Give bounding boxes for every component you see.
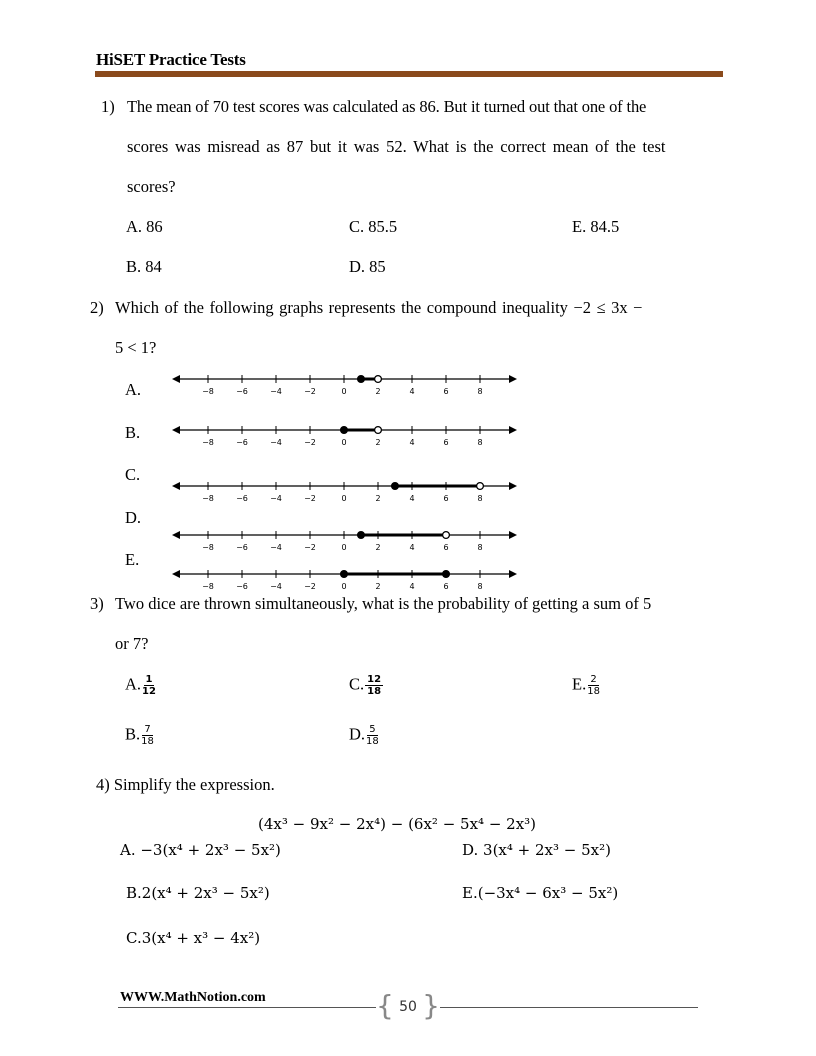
- q1-line-2: scores was misread as 87 but it was 52. What is the correct mean of the test: [127, 137, 666, 156]
- q3-option-a-label: A.: [125, 674, 142, 694]
- tick-label: −2: [304, 387, 316, 396]
- number-line-a: [172, 375, 517, 396]
- q3-option-e-numerator: 2: [590, 674, 597, 685]
- q2-line-1: Which of the following graphs represents the compound inequality −2 ≤ 3x −: [115, 298, 643, 317]
- closed-endpoint: [392, 483, 399, 490]
- tick-label: −2: [304, 543, 316, 552]
- right-arrow-icon: [509, 570, 517, 578]
- q1-option-a[interactable]: A. 86: [126, 217, 163, 236]
- tick-label: 6: [443, 494, 449, 503]
- q1-option-c[interactable]: C. 85.5: [349, 217, 398, 236]
- tick-label: 8: [477, 387, 483, 396]
- q3-option-e-fraction: [587, 674, 600, 697]
- tick-label: 8: [477, 438, 483, 447]
- q4-prompt: 4) Simplify the expression.: [96, 775, 275, 794]
- q3-option-b-fraction: [141, 724, 154, 747]
- right-arrow-icon: [509, 426, 517, 434]
- open-endpoint: [443, 532, 450, 539]
- left-brace-icon: {: [376, 989, 394, 1022]
- left-arrow-icon: [172, 531, 180, 539]
- q3-option-d-numerator: 5: [369, 724, 376, 735]
- closed-endpoint: [358, 532, 365, 539]
- tick-label: −8: [202, 543, 214, 552]
- tick-label: −4: [270, 387, 282, 396]
- q3-option-c-fraction: [365, 674, 383, 697]
- q3-option-c-denominator: 18: [367, 686, 382, 697]
- tick-label: −8: [202, 582, 214, 591]
- open-endpoint: [375, 427, 382, 434]
- q1-line-3: scores?: [127, 177, 176, 196]
- q4-option-d[interactable]: D. 3(x⁴ + 2x³ − 5x²): [462, 841, 611, 859]
- left-arrow-icon: [172, 375, 180, 383]
- q3-line-2: or 7?: [115, 634, 149, 653]
- right-arrow-icon: [509, 482, 517, 490]
- q3-option-a-numerator: 1: [145, 674, 153, 685]
- tick-label: 8: [477, 543, 483, 552]
- right-arrow-icon: [509, 375, 517, 383]
- q3-option-d[interactable]: [349, 724, 379, 747]
- tick-label: 2: [375, 582, 381, 591]
- tick-label: 0: [341, 543, 347, 552]
- closed-endpoint: [341, 427, 348, 434]
- closed-endpoint: [358, 376, 365, 383]
- q3-option-b-numerator: 7: [144, 724, 151, 735]
- tick-label: 6: [443, 387, 449, 396]
- right-arrow-icon: [509, 531, 517, 539]
- q2-option-e[interactable]: E.: [125, 550, 140, 569]
- tick-label: −4: [270, 582, 282, 591]
- tick-label: −8: [202, 438, 214, 447]
- tick-label: 6: [443, 543, 449, 552]
- q3-option-e[interactable]: [572, 674, 600, 697]
- number-line-b: [172, 426, 517, 447]
- left-arrow-icon: [172, 426, 180, 434]
- closed-endpoint: [341, 571, 348, 578]
- tick-label: 6: [443, 438, 449, 447]
- right-brace-icon: }: [422, 989, 440, 1022]
- tick-label: 4: [409, 438, 415, 447]
- tick-label: 2: [375, 438, 381, 447]
- q4-option-b[interactable]: B.2(x⁴ + 2x³ − 5x²): [126, 884, 270, 902]
- tick-label: 4: [409, 582, 415, 591]
- q3-option-a-denominator: 12: [142, 686, 156, 697]
- tick-label: −4: [270, 543, 282, 552]
- open-endpoint: [375, 376, 382, 383]
- q2-number: 2): [90, 298, 104, 317]
- tick-label: 4: [409, 387, 415, 396]
- left-arrow-icon: [172, 482, 180, 490]
- q1-option-d[interactable]: D. 85: [349, 257, 386, 276]
- q2-line-2: 5 < 1?: [115, 338, 157, 357]
- tick-label: 4: [409, 543, 415, 552]
- tick-label: −4: [270, 438, 282, 447]
- q3-option-c-label: C.: [349, 674, 365, 694]
- q3-option-c-numerator: 12: [367, 674, 382, 685]
- q1-option-b[interactable]: B. 84: [126, 257, 162, 276]
- q1-line-1: The mean of 70 test scores was calculated as 86. But it turned out that one of the: [127, 97, 647, 116]
- footer-site-link[interactable]: WWW.MathNotion.com: [120, 990, 266, 1005]
- tick-label: −8: [202, 494, 214, 503]
- tick-label: −6: [236, 543, 248, 552]
- q3-option-d-label: D.: [349, 724, 366, 744]
- tick-label: 6: [443, 582, 449, 591]
- tick-label: −6: [236, 582, 248, 591]
- q3-option-e-label: E.: [572, 674, 587, 694]
- q3-line-1: Two dice are thrown simultaneously, what is the probability of getting a sum of 5: [115, 594, 652, 613]
- q3-option-b-denominator: 18: [141, 736, 154, 747]
- q4-option-a[interactable]: A. −3(x⁴ + 2x³ − 5x²): [120, 841, 281, 859]
- q2-option-b[interactable]: B.: [125, 423, 141, 442]
- q3-option-a-fraction: [142, 674, 156, 697]
- q3-number: 3): [90, 594, 104, 613]
- q3-option-e-denominator: 18: [587, 686, 600, 697]
- tick-label: 8: [477, 494, 483, 503]
- q2-option-a[interactable]: A.: [125, 380, 142, 399]
- tick-label: −6: [236, 494, 248, 503]
- tick-label: −2: [304, 438, 316, 447]
- q3-option-d-fraction: [366, 724, 379, 747]
- number-line-c: [172, 482, 517, 503]
- tick-label: −2: [304, 494, 316, 503]
- q3-option-c[interactable]: [349, 674, 383, 697]
- q4-option-e[interactable]: E.(−3x⁴ − 6x³ − 5x²): [462, 884, 619, 902]
- tick-label: −2: [304, 582, 316, 591]
- left-arrow-icon: [172, 570, 180, 578]
- tick-label: −6: [236, 438, 248, 447]
- tick-label: −6: [236, 387, 248, 396]
- page-header-title: HiSET Practice Tests: [96, 50, 246, 69]
- q4-option-c[interactable]: C.3(x⁴ + x³ − 4x²): [126, 929, 261, 947]
- q3-option-b-label: B.: [125, 724, 141, 744]
- q1-number: 1): [101, 97, 115, 116]
- tick-label: 0: [341, 387, 347, 396]
- q3-option-d-denominator: 18: [366, 736, 379, 747]
- q1-option-e[interactable]: E. 84.5: [572, 217, 620, 236]
- open-endpoint: [477, 483, 484, 490]
- tick-label: 2: [375, 387, 381, 396]
- page-number: 50: [399, 999, 417, 1015]
- q2-option-c[interactable]: C.: [125, 465, 141, 484]
- tick-label: −8: [202, 387, 214, 396]
- q4-expression: (4x³ − 9x² − 2x⁴) − (6x² − 5x⁴ − 2x³): [258, 815, 537, 833]
- tick-label: 8: [477, 582, 483, 591]
- number-line-e: [172, 570, 517, 591]
- q2-option-d[interactable]: D.: [125, 508, 142, 527]
- tick-label: −4: [270, 494, 282, 503]
- tick-label: 2: [375, 543, 381, 552]
- tick-label: 0: [341, 494, 347, 503]
- page-number-box: [376, 990, 440, 1024]
- q3-option-b[interactable]: [125, 724, 154, 747]
- tick-label: 4: [409, 494, 415, 503]
- number-line-d: [172, 531, 517, 552]
- tick-label: 2: [375, 494, 381, 503]
- closed-endpoint: [443, 571, 450, 578]
- tick-label: 0: [341, 438, 347, 447]
- q3-option-a[interactable]: [125, 674, 156, 697]
- tick-label: 0: [341, 582, 347, 591]
